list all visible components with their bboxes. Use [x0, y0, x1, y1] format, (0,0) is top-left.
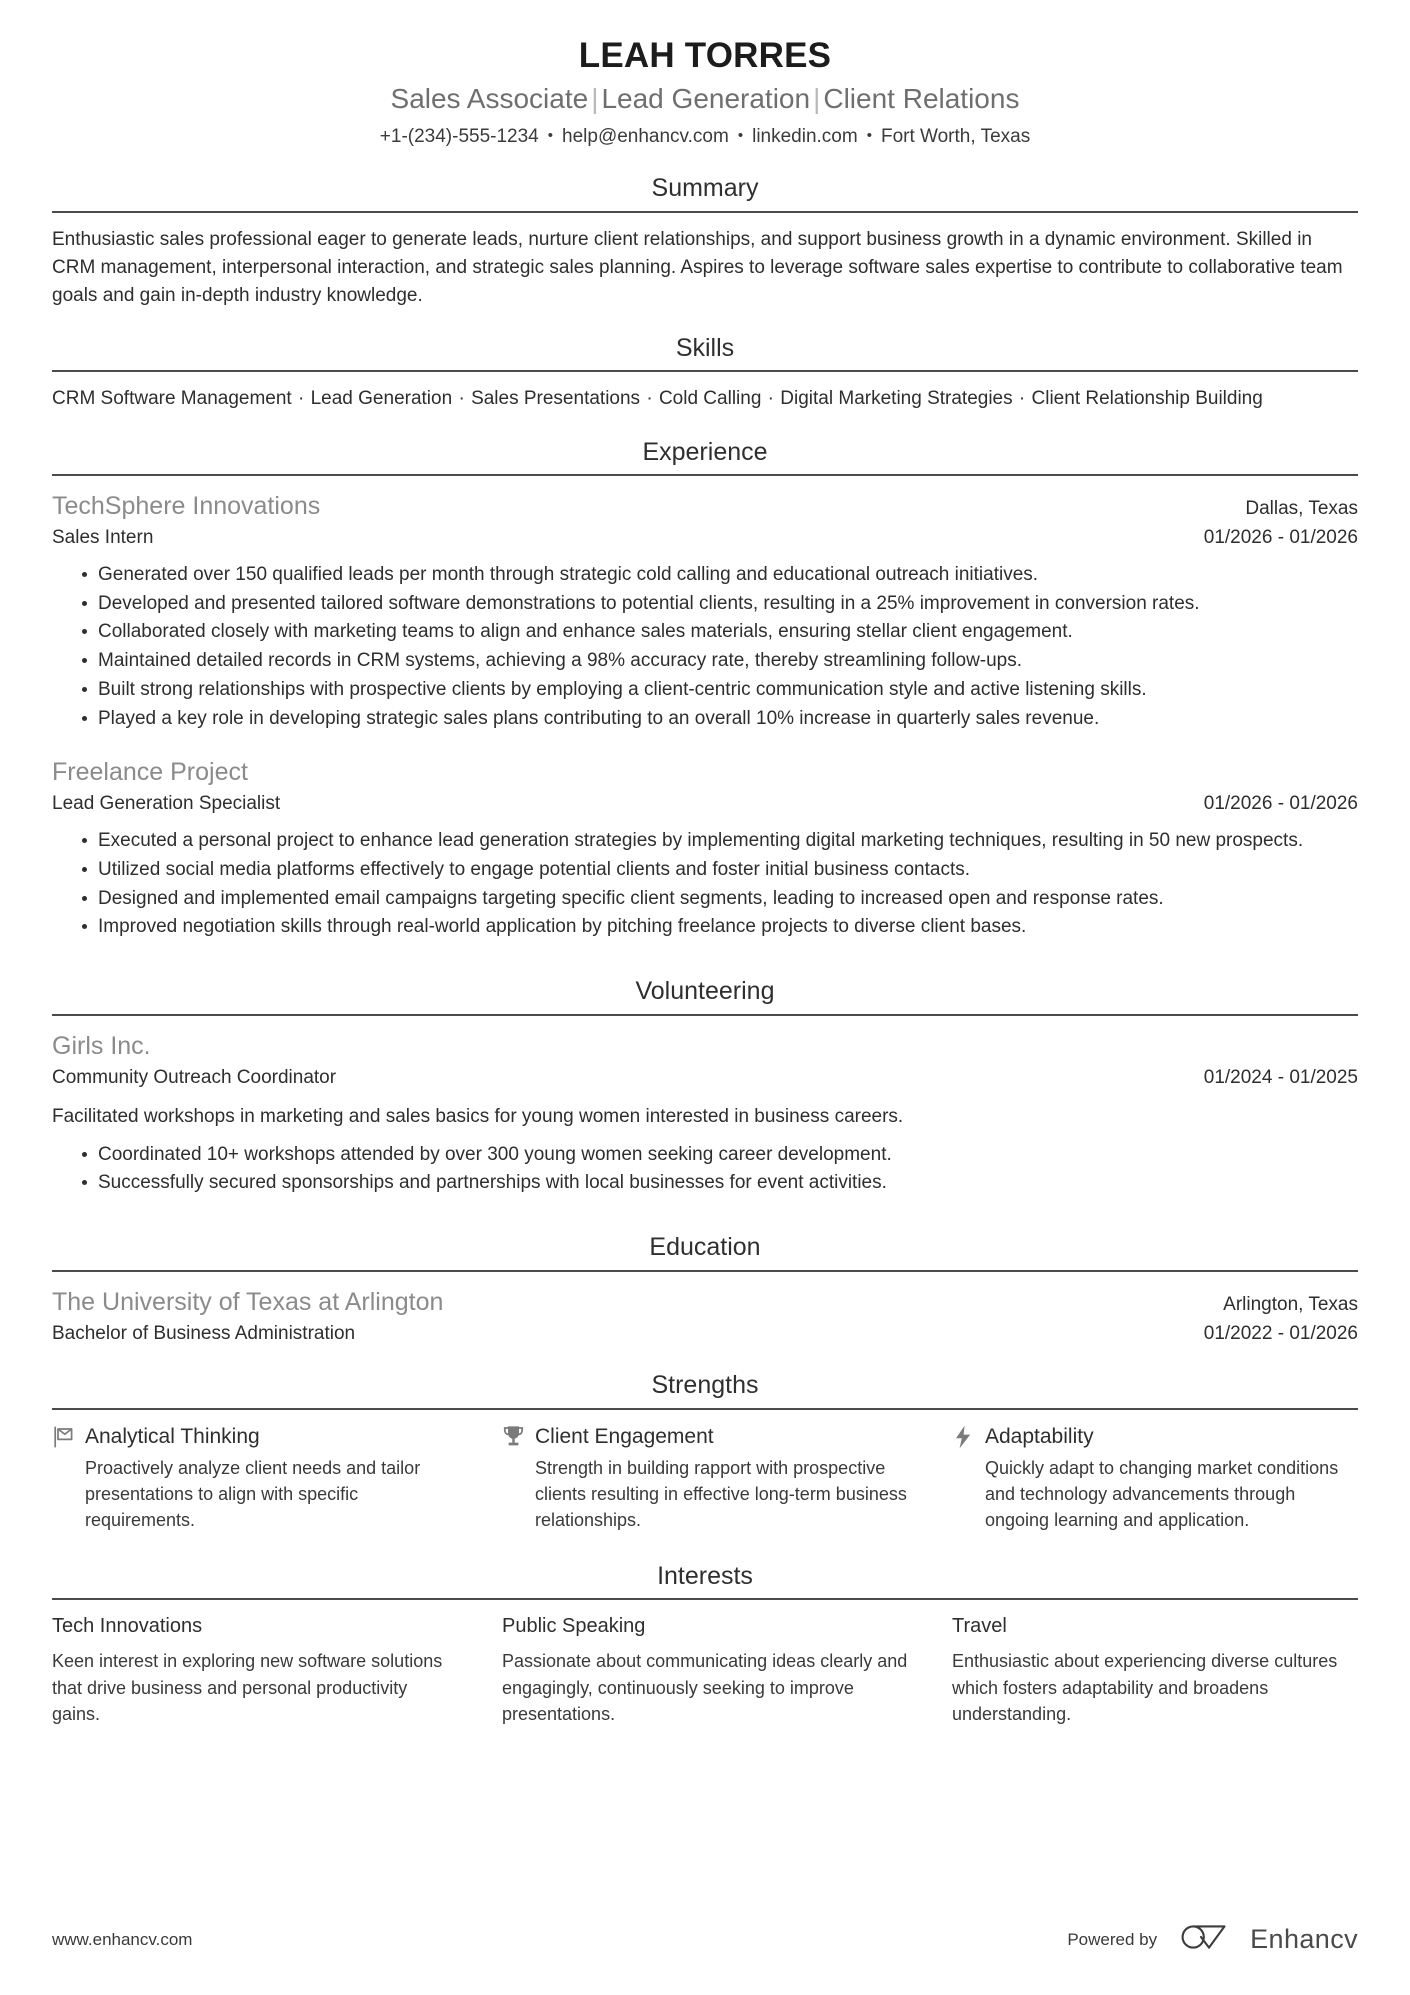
headline-part-3: Client Relations: [823, 82, 1020, 114]
section-divider: [52, 474, 1358, 476]
entry-role-row: [52, 1320, 1358, 1348]
footer-branding: [1067, 1922, 1358, 1957]
entry-organization: The University of Texas at Arlington: [52, 1287, 444, 1316]
section-title-skills: Skills: [675, 333, 735, 362]
flag-icon: [52, 1424, 74, 1450]
entry-dates: 01/2026 - 01/2026: [1203, 793, 1358, 815]
section-title-strengths: Strengths: [651, 1371, 759, 1400]
strength-header: [502, 1423, 908, 1450]
strength-item: [502, 1423, 908, 1534]
section-divider: [52, 370, 1358, 372]
entry-bullet-list: [52, 561, 1358, 734]
skill-item: Cold Calling: [658, 388, 762, 410]
enhancv-wordmark: Enhancv: [1250, 1924, 1358, 1954]
enhancv-logo: [1179, 1922, 1358, 1957]
experience-entry: [52, 489, 1358, 733]
strength-item: [52, 1423, 458, 1534]
headline-separator: |: [591, 82, 599, 114]
skill-separator: ·: [762, 388, 780, 410]
strength-item: [952, 1423, 1358, 1534]
section-title-education: Education: [649, 1233, 761, 1262]
entry-role: Sales Intern: [52, 527, 154, 549]
entry-bullet: Developed and presented tailored software demonstrations to potential clients, resulting in a 25% improvement in conversion rates.: [82, 590, 1358, 618]
skill-separator: ·: [292, 388, 310, 410]
entry-bullet: Designed and implemented email campaigns targeting specific client segments, leading to increased open and response rates.: [82, 885, 1358, 913]
entry-bullet: Improved negotiation skills through real-world application by pitching freelance projects to diverse client bases.: [82, 913, 1358, 941]
entry-role: Bachelor of Business Administration: [52, 1322, 356, 1344]
strength-description: Strength in building rapport with prospective clients resulting in effective long-term business relationships.: [535, 1458, 907, 1531]
entry-bullet: Executed a personal project to enhance lead generation strategies by implementing digital marketing techniques, resulting in 50 new prospects.: [82, 827, 1358, 855]
section-divider: [52, 1598, 1358, 1600]
entry-org-row: [52, 489, 1358, 524]
footer-website-link[interactable]: www.enhancv.com: [52, 1929, 193, 1949]
strengths-grid: [52, 1423, 1358, 1534]
skill-item: Digital Marketing Strategies: [780, 388, 1013, 410]
education-entry-list: [52, 1285, 1358, 1348]
skill-separator: ·: [1013, 388, 1031, 410]
interest-item: [952, 1613, 1358, 1726]
strength-header: [52, 1423, 458, 1450]
entry-bullet: Generated over 150 qualified leads per month through strategic cold calling and educational outreach initiatives.: [82, 561, 1358, 589]
contact-separator: •: [547, 126, 554, 144]
contact-separator: •: [866, 126, 872, 144]
entry-bullet: Successfully secured sponsorships and partnerships with local businesses for event activities.: [82, 1169, 1358, 1197]
section-summary: [52, 172, 1358, 310]
volunteering-entry: [52, 1029, 1358, 1198]
skill-separator: ·: [453, 388, 471, 410]
experience-entry-list: [52, 489, 1358, 941]
entry-bullet: Collaborated closely with marketing teams to align and enhance sales materials, ensuring stellar client engagement.: [82, 618, 1358, 646]
section-volunteering: [52, 975, 1358, 1197]
entry-bullet: Played a key role in developing strategic sales plans contributing to an overall 10% increase in quarterly sales revenue.: [82, 705, 1358, 733]
entry-organization: TechSphere Innovations: [52, 492, 321, 521]
entry-description: Facilitated workshops in marketing and sales basics for young women interested in business careers.: [52, 1106, 904, 1128]
headline-part-2: Lead Generation: [601, 82, 811, 114]
contact-linkedin[interactable]: linkedin.com: [752, 125, 858, 147]
section-divider: [52, 1014, 1358, 1016]
interest-name: Travel: [952, 1615, 1007, 1638]
entry-bullet: Coordinated 10+ workshops attended by over 300 young women seeking career development.: [82, 1141, 1358, 1169]
entry-org-row: [52, 1285, 1358, 1320]
entry-bullet: Maintained detailed records in CRM systems, achieving a 98% accuracy rate, thereby streamlining follow-ups.: [82, 647, 1358, 675]
contact-phone: +1-(234)-555-1234: [379, 125, 539, 147]
volunteering-entry-list: [52, 1029, 1358, 1198]
entry-role-row: [52, 524, 1358, 552]
strength-description: Proactively analyze client needs and tailor presentations to align with specific requirements.: [85, 1458, 421, 1531]
entry-location: Arlington, Texas: [1223, 1293, 1358, 1315]
entry-organization: Freelance Project: [52, 758, 248, 787]
skill-item: CRM Software Management: [52, 388, 292, 410]
section-title-volunteering: Volunteering: [635, 977, 775, 1006]
entry-dates: 01/2022 - 01/2026: [1203, 1322, 1358, 1344]
strength-name: Adaptability: [985, 1424, 1094, 1448]
interest-description: Passionate about communicating ideas clearly and engagingly, continuously seeking to improve presentations.: [502, 1651, 908, 1724]
skill-item: Sales Presentations: [471, 388, 641, 410]
enhancv-mark-icon: [1179, 1922, 1237, 1957]
section-strengths: [52, 1369, 1358, 1534]
interest-item: [502, 1613, 908, 1726]
candidate-name: LEAH TORRES: [578, 36, 832, 75]
strength-name: Client Engagement: [535, 1424, 714, 1448]
skill-item: Client Relationship Building: [1031, 388, 1263, 410]
page-footer: [52, 1922, 1358, 1957]
section-skills: [52, 332, 1358, 414]
trophy-icon: [502, 1424, 524, 1450]
entry-role: Lead Generation Specialist: [52, 793, 281, 815]
skills-list: [52, 385, 1358, 413]
resume-header: [52, 34, 1358, 150]
section-title-interests: Interests: [657, 1561, 753, 1590]
entry-org-row: [52, 1029, 1358, 1064]
entry-bullet: Built strong relationships with prospective clients by employing a client-centric communication style and active listening skills.: [82, 676, 1358, 704]
strength-header: [952, 1423, 1358, 1450]
entry-organization: Girls Inc.: [52, 1031, 151, 1060]
entry-org-row: [52, 755, 1358, 790]
section-divider: [52, 1408, 1358, 1410]
skill-item: Lead Generation: [310, 388, 453, 410]
strength-name: Analytical Thinking: [85, 1424, 260, 1448]
lightning-bolt-icon: [952, 1424, 974, 1450]
interest-description: Keen interest in exploring new software solutions that drive business and personal productivity gains.: [52, 1651, 443, 1724]
interest-description: Enthusiastic about experiencing diverse cultures which fosters adaptability and broadens understanding.: [952, 1651, 1338, 1724]
education-entry: [52, 1285, 1358, 1348]
section-title-experience: Experience: [642, 437, 768, 466]
experience-entry: [52, 755, 1358, 941]
entry-role-row: [52, 1064, 1358, 1092]
entry-bullet-list: [52, 1141, 1358, 1198]
section-divider: [52, 1270, 1358, 1272]
contact-email[interactable]: help@enhancv.com: [562, 125, 729, 147]
entry-role: Community Outreach Coordinator: [52, 1066, 337, 1088]
entry-bullet-list: [52, 827, 1358, 942]
section-interests: [52, 1560, 1358, 1727]
contact-separator: •: [737, 126, 744, 144]
entry-role-row: [52, 790, 1358, 818]
section-experience: [52, 436, 1358, 942]
section-title-summary: Summary: [651, 174, 759, 203]
interest-name: Tech Innovations: [52, 1615, 203, 1638]
entry-location: Dallas, Texas: [1245, 498, 1358, 520]
entry-bullet: Utilized social media platforms effectively to engage potential clients and foster initial business contacts.: [82, 856, 1358, 884]
strength-description: Quickly adapt to changing market conditions and technology advancements through ongoing learning and application.: [985, 1458, 1339, 1531]
interest-name: Public Speaking: [502, 1615, 646, 1638]
contact-location: Fort Worth, Texas: [880, 125, 1031, 147]
entry-dates: 01/2024 - 01/2025: [1203, 1066, 1358, 1088]
powered-by-label: Powered by: [1067, 1929, 1158, 1949]
contact-line: [52, 124, 1358, 151]
interest-item: [52, 1613, 458, 1726]
interests-grid: [52, 1613, 1358, 1726]
section-divider: [52, 211, 1358, 213]
skill-separator: ·: [641, 388, 658, 410]
candidate-headline: [52, 80, 1358, 118]
headline-separator: |: [813, 82, 821, 114]
headline-part-1: Sales Associate: [390, 82, 589, 114]
summary-text: Enthusiastic sales professional eager to generate leads, nurture client relationships, and support business growth in a dynamic environment. Skilled in CRM management, interpersonal interaction, and strategic sales planning. Aspires to leverage software sales expertise to contribute to collaborative team goals and gain in-depth industry knowledge.: [52, 228, 1343, 306]
section-education: [52, 1231, 1358, 1347]
entry-dates: 01/2026 - 01/2026: [1203, 527, 1358, 549]
